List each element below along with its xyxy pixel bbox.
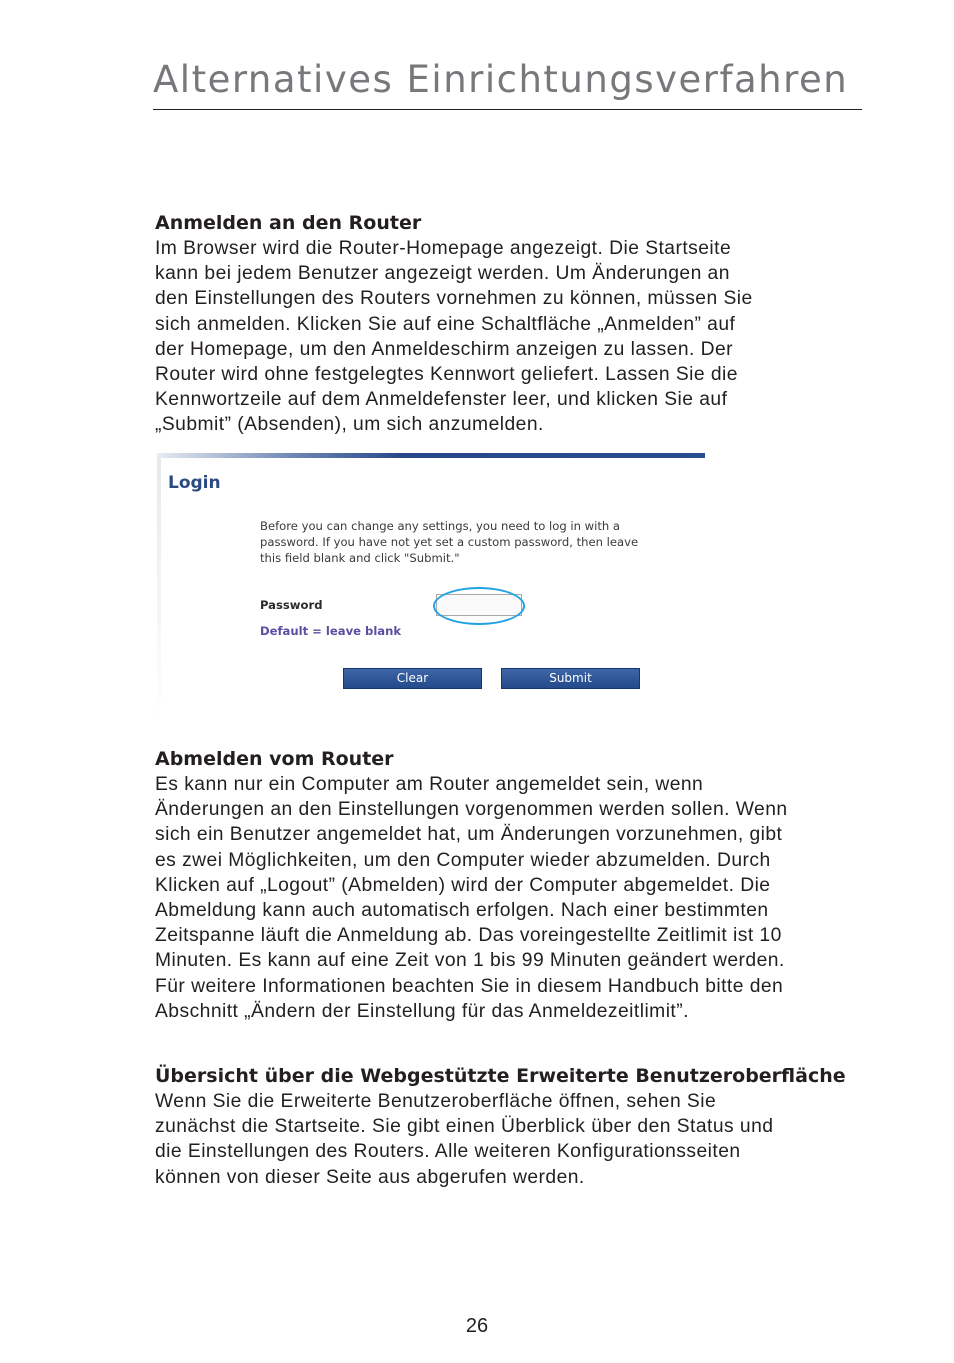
login-info-line: Before you can change any settings, you need to log in with a (260, 519, 621, 533)
body-line: Änderungen an den Einstellungen vorgenommen werden sollen. Wenn (155, 799, 788, 821)
body-line: Klicken auf „Logout” (Abmelden) wird der Computer abgemeldet. Die (155, 874, 771, 896)
section-body-logout (155, 772, 865, 1024)
section-heading-login: Anmelden an den Router (155, 212, 422, 234)
body-line: Abschnitt „Ändern der Einstellung für das Anmeldezeitlimit”. (155, 1000, 689, 1022)
login-info-line: password. If you have not yet set a custom password, then leave (260, 535, 639, 549)
login-info-text (260, 518, 700, 566)
body-line: Zeitspanne läuft die Anmeldung ab. Das voreingestellte Zeitlimit ist 10 (155, 925, 782, 947)
body-line: den Einstellungen des Routers vornehmen zu können, müssen Sie (155, 288, 753, 310)
section-body-login (155, 236, 865, 438)
body-line: Kennwortzeile auf dem Anmeldefenster leer, und klicken Sie auf (155, 389, 728, 411)
body-line: sich anmelden. Klicken Sie auf eine Schaltfläche „Anmelden” auf (155, 313, 736, 335)
section-body-overview (155, 1089, 865, 1190)
login-left-shade (157, 458, 161, 725)
body-line: Es kann nur ein Computer am Router angemeldet sein, wenn (155, 774, 704, 795)
body-line: Im Browser wird die Router-Homepage angezeigt. Die Startseite (155, 238, 732, 259)
password-label: Password (260, 598, 323, 612)
body-line: zunächst die Startseite. Sie gibt einen Überblick über den Status und (155, 1116, 774, 1138)
section-logout (155, 746, 865, 1024)
page-title: Alternatives Einrichtungsverfahren (153, 58, 849, 101)
body-line: der Homepage, um den Anmeldeschirm anzeigen zu lassen. Der (155, 338, 734, 360)
body-line: es zwei Möglichkeiten, um den Computer wieder abzumelden. Durch (155, 849, 771, 871)
login-heading: Login (168, 473, 221, 493)
login-info-line: this field blank and click "Submit." (260, 551, 460, 565)
body-line: Wenn Sie die Erweiterte Benutzeroberfläche öffnen, sehen Sie (155, 1091, 717, 1112)
body-line: Abmeldung kann auch automatisch erfolgen. Nach einer bestimmten (155, 900, 769, 922)
body-line: sich ein Benutzer angemeldet hat, um Änderungen vorzunehmen, gibt (155, 824, 783, 846)
body-line: „Submit” (Absenden), um sich anzumelden. (155, 414, 544, 436)
body-line: Minuten. Es kann auf eine Zeit von 1 bis 99 Minuten geändert werden. (155, 950, 785, 972)
title-divider (153, 109, 862, 110)
body-line: die Einstellungen des Routers. Alle weiteren Konfigurationsseiten (155, 1141, 741, 1163)
submit-button[interactable]: Submit (501, 668, 640, 689)
section-heading-logout: Abmelden vom Router (155, 748, 394, 770)
body-line: können von dieser Seite aus abgerufen werden. (155, 1166, 585, 1188)
password-input[interactable] (436, 594, 522, 616)
body-line: Für weitere Informationen beachten Sie in diesem Handbuch bitte den (155, 975, 784, 997)
body-line: kann bei jedem Benutzer angezeigt werden. Um Änderungen an (155, 263, 730, 285)
section-login (155, 210, 865, 438)
page-number: 26 (465, 1315, 489, 1337)
section-heading-overview: Übersicht über die Webgestützte Erweiterte Benutzeroberfläche (155, 1065, 846, 1087)
password-default-hint: Default = leave blank (260, 624, 402, 638)
login-screenshot (157, 453, 705, 725)
clear-button[interactable]: Clear (343, 668, 482, 689)
login-header-bar (157, 453, 705, 458)
section-overview (155, 1063, 865, 1190)
body-line: Router wird ohne festgelegtes Kennwort geliefert. Lassen Sie die (155, 364, 738, 386)
